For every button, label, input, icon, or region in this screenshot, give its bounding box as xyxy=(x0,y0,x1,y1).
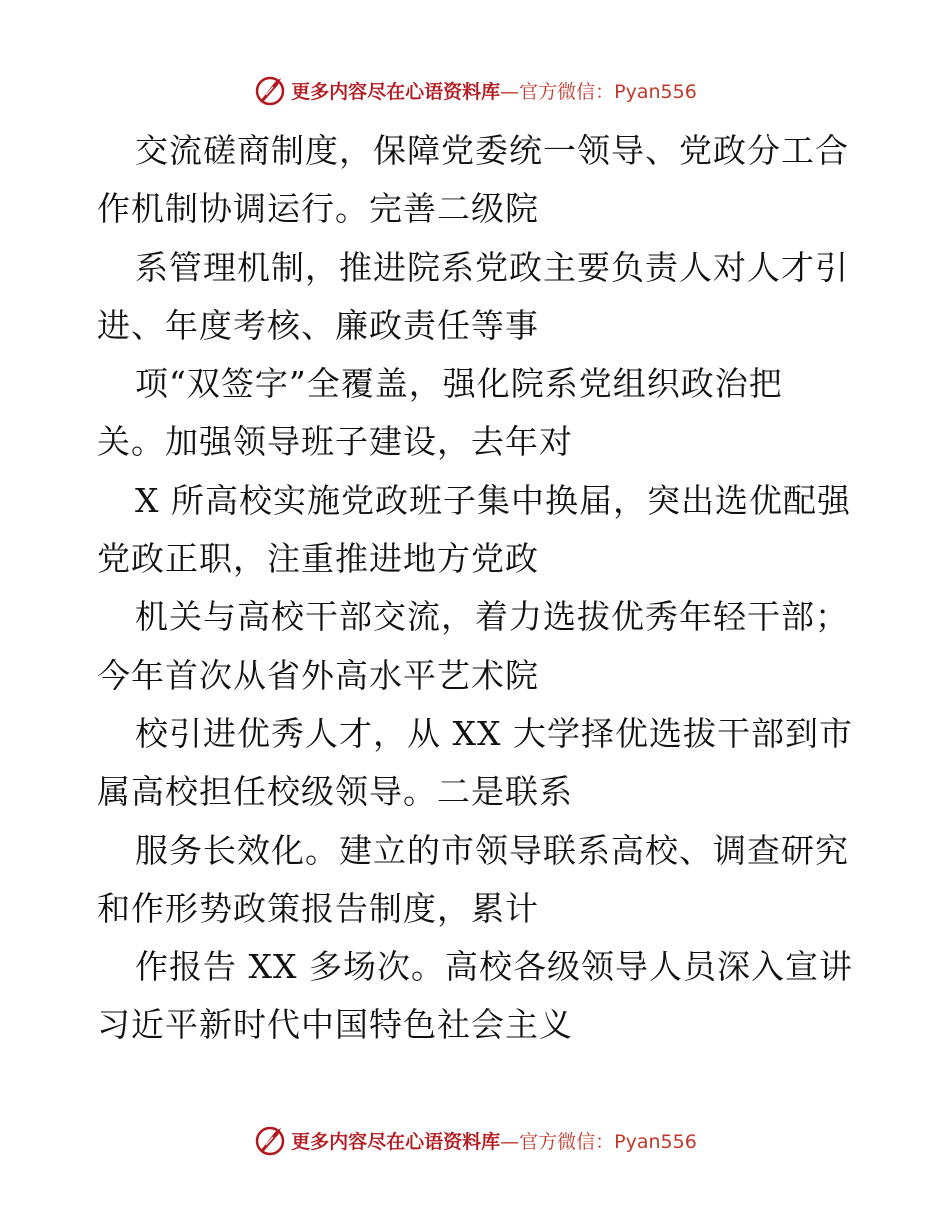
header-text xyxy=(291,77,697,104)
text-line: 属高校担任校级领导。二是联系 xyxy=(97,772,573,812)
quill-pen-icon xyxy=(253,1123,287,1157)
text-line: 党政正职，注重推进地方党政 xyxy=(97,539,539,579)
footer-text xyxy=(291,1127,697,1154)
quill-pen-icon xyxy=(253,73,287,107)
text-line: 系管理机制，推进院系党政主要负责人对人才引 xyxy=(135,247,849,287)
text-line: 服务长效化。建立的市领导联系高校、调查研究 xyxy=(135,830,849,870)
header-banner xyxy=(0,70,950,110)
footer-banner xyxy=(0,1120,950,1160)
text-line: 关。加强领导班子建设，去年对 xyxy=(97,422,573,462)
text-line: 今年首次从省外高水平艺术院 xyxy=(97,655,539,695)
text-line: 机关与高校干部交流，着力选拔优秀年轻干部； xyxy=(135,597,849,637)
text-line: 和作形势政策报告制度，累计 xyxy=(97,888,539,928)
document-body xyxy=(97,122,857,1055)
header-contact: —官方微信：Pyan556 xyxy=(500,80,697,103)
text-line: X 所高校实施党政班子集中换届，突出选优配强 xyxy=(135,480,851,520)
text-line: 校引进优秀人才，从 XX 大学择优选拔干部到市 xyxy=(135,713,853,753)
footer-brand: 更多内容尽在心语资料库 xyxy=(291,1130,501,1153)
text-line: 项“双签字”全覆盖，强化院系党组织政治把 xyxy=(135,364,783,404)
text-line: 交流磋商制度，保障党委统一领导、党政分工合 xyxy=(135,131,849,170)
text-line: 习近平新时代中国特色社会主义 xyxy=(97,1005,573,1045)
header-brand: 更多内容尽在心语资料库 xyxy=(291,80,501,103)
text-line: 作报告 XX 多场次。高校各级领导人员深入宣讲 xyxy=(135,947,853,987)
footer-contact: —官方微信：Pyan556 xyxy=(500,1130,697,1153)
text-line: 进、年度考核、廉政责任等事 xyxy=(97,305,539,345)
text-line: 作机制协调运行。完善二级院 xyxy=(97,189,539,229)
